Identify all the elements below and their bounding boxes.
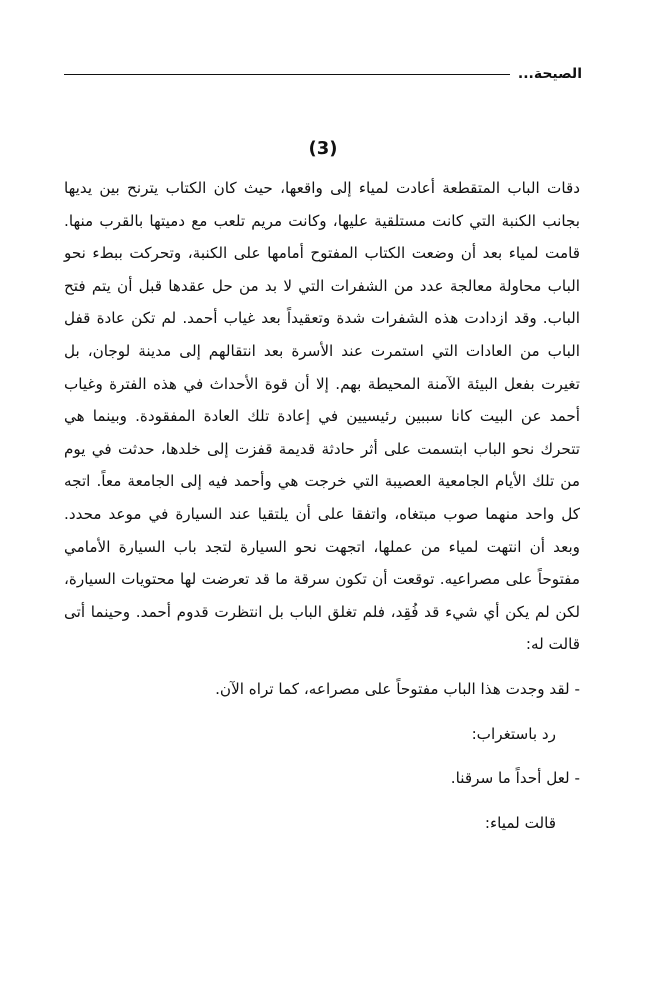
body-text	[64, 172, 580, 839]
header-rule	[64, 74, 510, 75]
main-paragraph: دقات الباب المتقطعة أعادت لمياء إلى واقعها، حيث كان الكتاب يترنح بين يديها بجانب الكنبة التي كانت مستلقية عليها، وكانت مريم تلعب مع دميتها بالقرب منها. قامت لمياء بعد أن وضعت الكتاب المفتوح أمامها على الكنبة، وتحركت ببطء نحو الباب محاولة معالجة عدد من الشفرات التي لا بد من حل عقدها قبل أن يتم فتح الباب. وقد ازدادت هذه الشفرات شدة وتعقيداً بعد غياب أحمد. لم تكن عادة قفل الباب من العادات التي استمرت عند الأسرة بعد انتقالهم إلى مدينة لوجان، بل تغيرت بفعل البيئة الآمنة المحيطة بهم. إلا أن قوة الأحداث في هذه الفترة وغياب أحمد عن البيت كانا سببين رئيسيين في إعادة تلك العادة المفقودة. وبينما هي تتحرك نحو الباب ابتسمت على أثر حادثة قديمة قفزت إلى خلدها، حدثت في يوم من تلك الأيام الجامعية العصيبة التي خرجت هي وأحمد فيه إلى الجامعة معاً. اتجه كل واحد منهما صوب مبتغاه، واتفقا على أن يلتقيا عند السيارة في موعد محدد. وبعد أن انتهت لمياء من عملها، اتجهت نحو السيارة لتجد باب السيارة الأمامي مفتوحاً على مصراعيه. توقعت أن تكون سرقة ما قد تعرضت لها محتويات السيارة، لكن لم يكن أي شيء قد فُقِد، فلم تغلق الباب بل انتظرت قدوم أحمد. وحينما أتى قالت له:	[64, 179, 580, 654]
running-title: الصيحة...	[517, 66, 582, 82]
dialogue-line: - لعل أحداً ما سرقنا.	[450, 769, 580, 788]
running-header	[64, 62, 582, 86]
dialogue-line: رد باستغراب:	[471, 724, 556, 743]
dialogue-line: قالت لمياء:	[484, 813, 556, 832]
chapter-number: (3)	[308, 138, 338, 159]
dialogue-line: - لقد وجدت هذا الباب مفتوحاً على مصراعه، كما تراه الآن.	[215, 679, 580, 698]
